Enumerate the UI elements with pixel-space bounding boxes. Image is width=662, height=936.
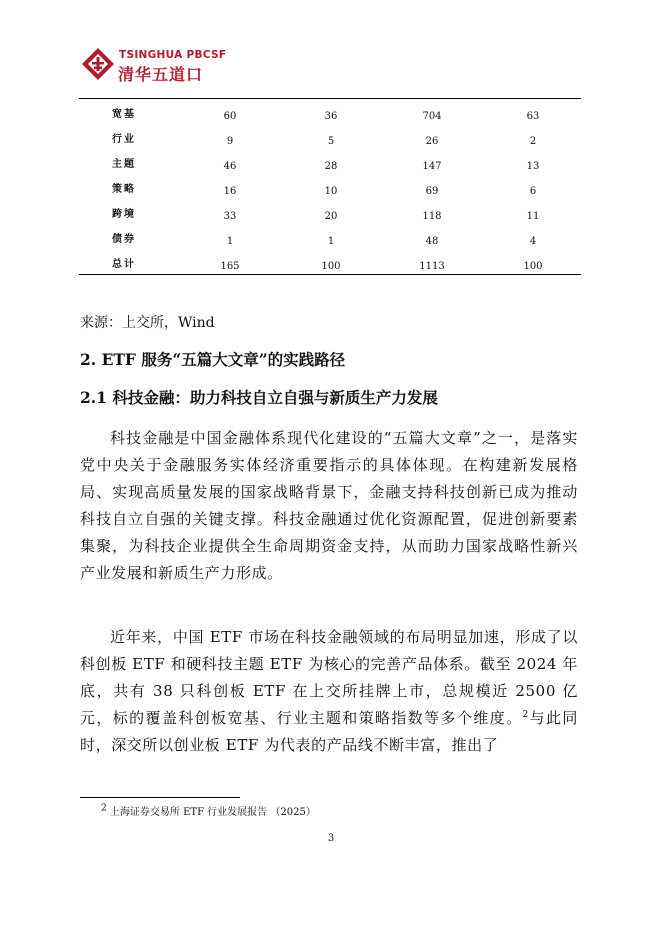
cell: 48: [425, 236, 439, 247]
table-row: [79, 149, 581, 174]
cell: 1: [327, 236, 335, 247]
cell: 13: [526, 161, 540, 172]
table-row: [79, 199, 581, 224]
page-number: 3: [327, 833, 335, 844]
cell: 1: [226, 236, 234, 247]
footnote-ref: 2: [522, 710, 529, 720]
logo: [80, 46, 240, 86]
cell: 4: [529, 236, 537, 247]
cell: 16: [223, 186, 237, 197]
section-heading: 2. ETF 服务“五篇大文章”的实践路径: [80, 350, 346, 369]
table-row: [79, 124, 581, 149]
footnote: [101, 803, 316, 818]
cell: 46: [223, 161, 237, 172]
row-label: 跨境: [112, 209, 136, 220]
cell: 704: [422, 111, 442, 122]
cell: 60: [223, 111, 237, 122]
cell: 118: [422, 211, 442, 222]
cell: 28: [324, 161, 338, 172]
cell: 20: [324, 211, 338, 222]
cell: 69: [425, 186, 439, 197]
cell: 100: [321, 261, 341, 272]
cell: 33: [223, 211, 237, 222]
paragraph-1: 科技金融是中国金融体系现代化建设的“五篇大文章”之一，是落实党中央关于金融服务实体经济重要指示的具体体现。在构建新发展格局、实现高质量发展的国家战略背景下，金融支持科技创新已成为推动科技自立自强的关键支撑。科技金融通过优化资源配置，促进创新要素集聚，为科技企业提供全生命周期资金支持，从而助力国家战略性新兴产业发展和新质生产力形成。: [80, 429, 578, 582]
table-row: [79, 224, 581, 249]
cell: 26: [425, 136, 439, 147]
row-label: 总计: [112, 259, 136, 270]
paragraph-2: [80, 624, 578, 759]
footnote-rule: [80, 797, 240, 798]
row-label: 策略: [112, 184, 136, 195]
subsection-heading: 2.1 科技金融：助力科技自立自强与新质生产力发展: [80, 388, 438, 407]
table-row-total: [79, 249, 581, 274]
cell: 100: [523, 261, 543, 272]
row-label: 主题: [112, 159, 136, 170]
etf-table: [79, 98, 581, 275]
row-label: 债券: [112, 234, 136, 245]
cell: 5: [327, 136, 335, 147]
footnote-number: 2: [101, 803, 107, 814]
cell: 11: [526, 211, 540, 222]
logo-text-en: TSINGHUA PBCSF: [119, 49, 227, 61]
table-row: [79, 174, 581, 199]
cell: 1113: [419, 261, 445, 272]
logo-text-cn: 清华五道口: [118, 65, 204, 84]
table-row: [79, 99, 581, 124]
row-label: 宽基: [112, 109, 136, 120]
row-label: 行业: [112, 134, 136, 145]
cell: 165: [220, 261, 240, 272]
cell: 63: [526, 111, 540, 122]
cell: 6: [529, 186, 537, 197]
cell: 10: [324, 186, 338, 197]
paragraph-2-text: 近年来，中国 ETF 市场在科技金融领域的布局明显加速，形成了以科创板 ETF 和硬科技主题 ETF 为核心的完善产品体系。截至 2024 年底，共有 38 只科创板 ETF 在上交所挂牌上市，总规模近 2500 亿元，标的覆盖科创板宽基、行业主题和策略指数等多个维度。: [80, 628, 578, 727]
tsinghua-pbcsf-logo-icon: [80, 46, 116, 82]
cell: 2: [529, 136, 537, 147]
paragraph-2-tail: 与此同时，深交所以创业板 ETF 为代表的产品线不断丰富，推出了: [80, 709, 578, 754]
table-source: 来源：上交所，Wind: [80, 315, 215, 331]
cell: 147: [422, 161, 442, 172]
table-bottom-rule: [79, 274, 581, 275]
cell: 9: [226, 136, 234, 147]
footnote-text: 上海证券交易所 ETF 行业发展报告 （2025）: [109, 807, 316, 818]
cell: 36: [324, 111, 338, 122]
